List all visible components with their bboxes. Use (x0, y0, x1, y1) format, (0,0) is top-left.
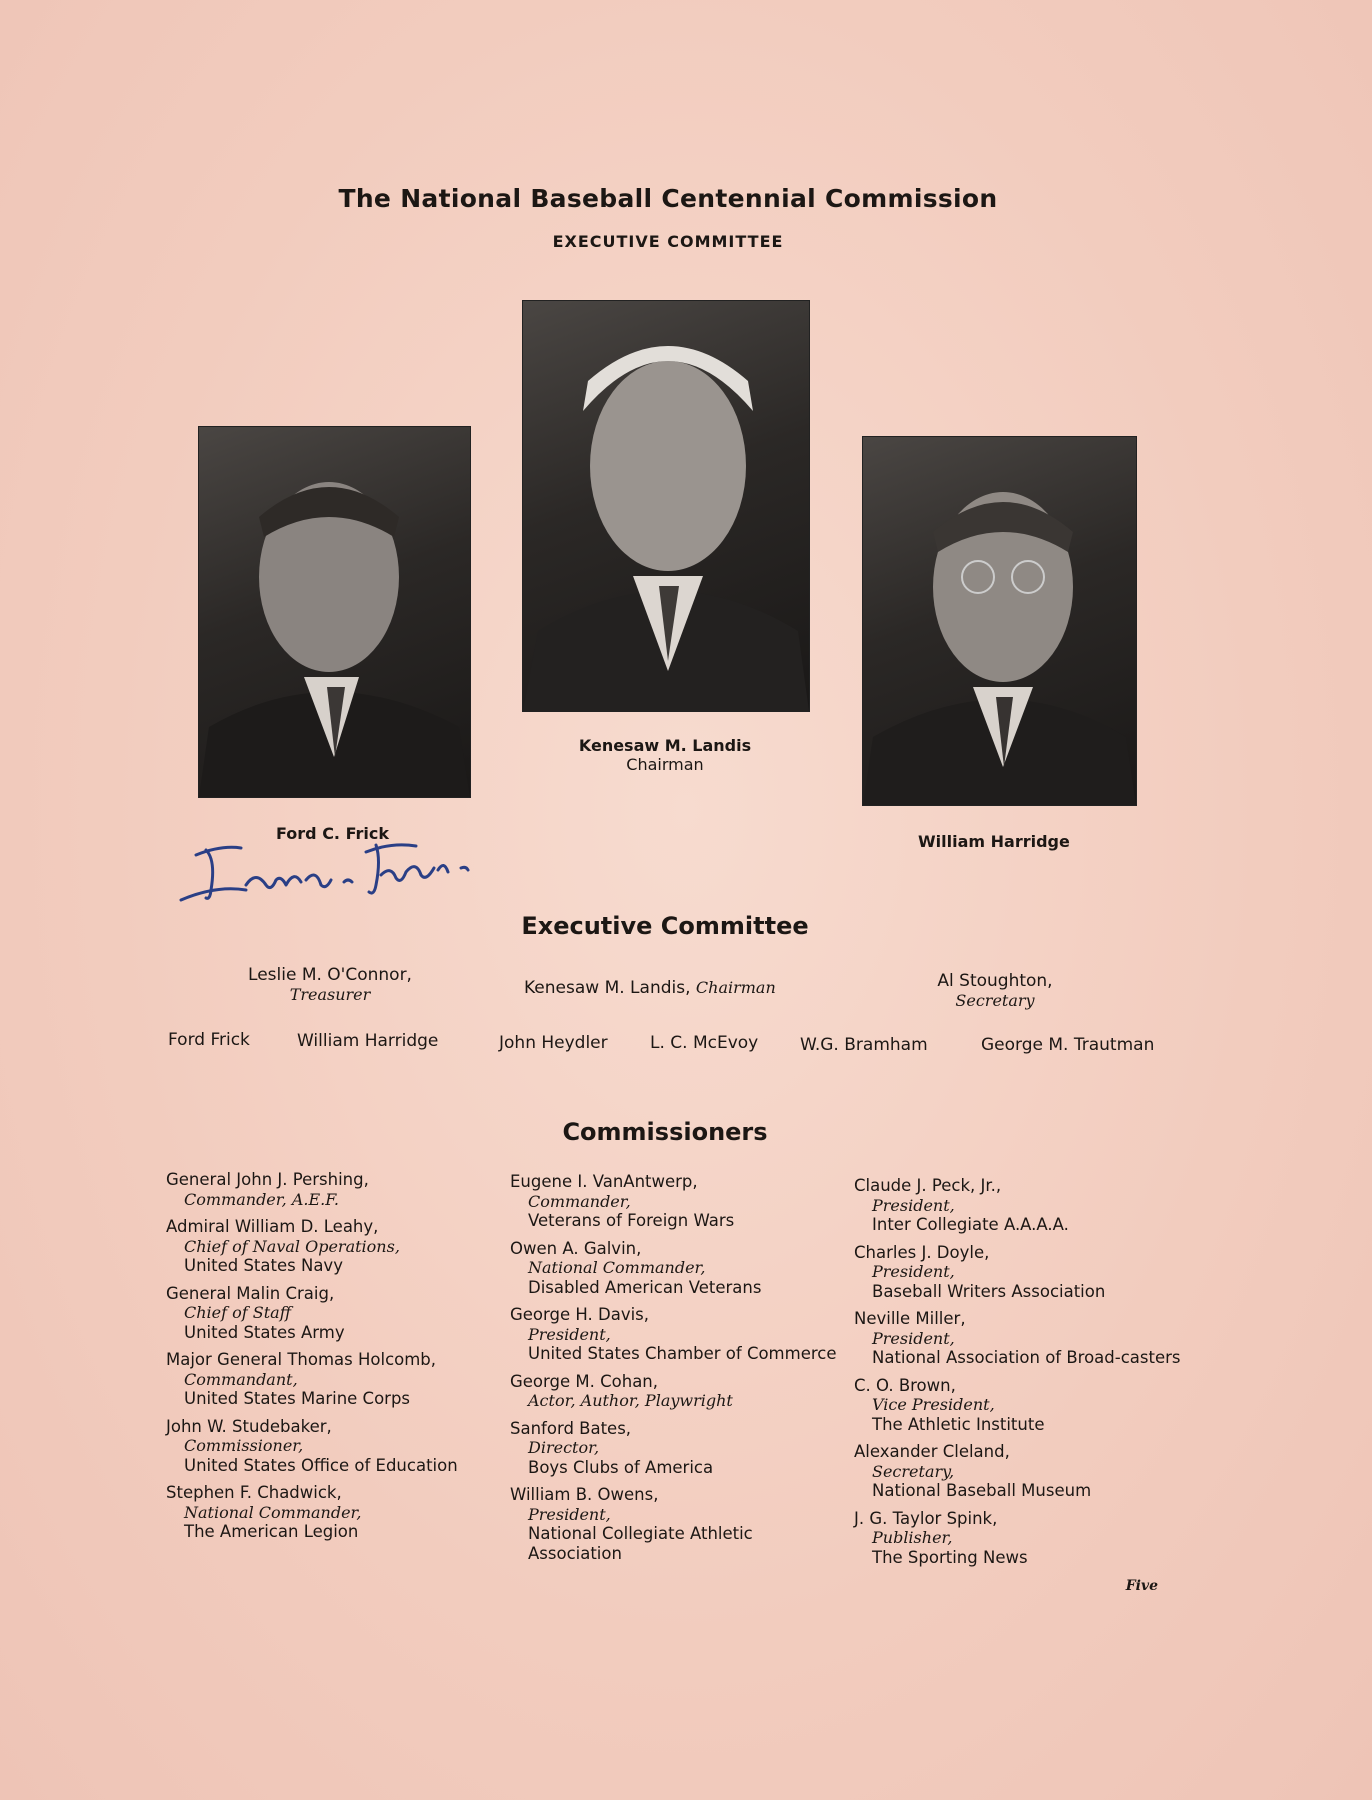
commissioner-entry (510, 1305, 840, 1364)
commissioner-name: Eugene I. VanAntwerp, (510, 1172, 698, 1191)
commissioner-name: Claude J. Peck, Jr., (854, 1176, 1002, 1195)
commissioner-entry (166, 1417, 496, 1476)
commissioner-org: Disabled American Veterans (528, 1277, 762, 1297)
commissioner-entry (166, 1350, 496, 1409)
portrait-left-photo (198, 426, 471, 798)
commissioner-name: George H. Davis, (510, 1305, 650, 1324)
commissioner-entry (854, 1309, 1184, 1368)
officer-role: Chairman (695, 978, 776, 997)
officer-role: Secretary (955, 991, 1035, 1010)
commissioner-role: Secretary, (872, 1461, 955, 1481)
member-2: William Harridge (297, 1031, 439, 1051)
commissioner-entry (510, 1419, 840, 1478)
commissioner-role: Commandant, (184, 1369, 298, 1389)
officer-name: Leslie M. O'Connor, (248, 965, 412, 985)
commissioner-role: National Commander, (184, 1502, 362, 1522)
page-number: Five (1125, 1578, 1158, 1594)
commissioner-org: United States Navy (184, 1256, 343, 1275)
commissioner-org: Baseball Writers Association (872, 1281, 1106, 1301)
commissioner-org: United States Office of Education (184, 1455, 458, 1475)
member-4: L. C. McEvoy (650, 1033, 759, 1053)
commissioners-heading: Commissioners (562, 1118, 768, 1146)
portrait-left-caption: Ford C. Frick (276, 824, 389, 843)
commissioner-entry (166, 1284, 496, 1343)
commissioner-org: The Athletic Institute (872, 1414, 1045, 1434)
commissioner-role: Actor, Author, Playwright (528, 1391, 733, 1410)
commissioner-role: President, (528, 1324, 611, 1344)
commissioner-role: President, (872, 1195, 955, 1215)
portrait-center-photo (522, 300, 810, 712)
commissioner-entry (854, 1509, 1184, 1568)
commissioner-role: Chief of Naval Operations, (184, 1236, 400, 1256)
commissioner-role: Commander, (528, 1191, 631, 1211)
commissioner-entry (854, 1442, 1184, 1501)
commissioner-name: General John J. Pershing, (166, 1170, 369, 1189)
commissioner-name: William B. Owens, (510, 1485, 659, 1504)
commissioner-role: Vice President, (872, 1395, 995, 1414)
commissioner-role: Chief of Staff (184, 1303, 292, 1322)
commissioner-name: General Malin Craig, (166, 1283, 335, 1303)
commissioners-column-1 (166, 1170, 496, 1550)
commissioner-name: Charles J. Doyle, (854, 1242, 990, 1262)
commissioner-org: United States Marine Corps (184, 1389, 411, 1408)
commissioner-name: Alexander Cleland, (854, 1442, 1010, 1461)
portrait-center-title: Chairman (626, 755, 704, 774)
commissioner-entry (166, 1483, 496, 1542)
commissioner-org: National Collegiate Athletic Association (528, 1524, 753, 1563)
commissioner-org: The American Legion (184, 1522, 359, 1541)
portrait-center-name: Kenesaw M. Landis (578, 736, 752, 755)
commissioner-entry (854, 1376, 1184, 1435)
commissioner-org: Inter Collegiate A.A.A.A. (872, 1215, 1069, 1234)
commissioner-name: Owen A. Galvin, (510, 1238, 642, 1258)
commissioner-org: National Baseball Museum (872, 1481, 1092, 1500)
commissioner-entry (510, 1372, 840, 1411)
commissioner-org: National Association of Broad-casters (872, 1348, 1181, 1367)
commissioner-role: Commissioner, (184, 1436, 304, 1455)
commissioner-role: Commander, A.E.F. (184, 1189, 339, 1209)
officer-treasurer (220, 966, 440, 1005)
commissioner-name: Neville Miller, (854, 1309, 966, 1328)
commissioner-entry (510, 1485, 840, 1563)
commissioner-entry (510, 1239, 840, 1298)
commissioner-role: Publisher, (872, 1528, 953, 1547)
commissioner-org: United States Chamber of Commerce (528, 1344, 837, 1363)
commissioners-column-2 (510, 1172, 840, 1571)
commissioner-name: George M. Cohan, (510, 1371, 659, 1391)
officer-role: Treasurer (289, 985, 371, 1004)
commissioner-org: Veterans of Foreign Wars (528, 1211, 735, 1230)
commissioner-role: President, (872, 1262, 955, 1281)
member-6: George M. Trautman (981, 1035, 1155, 1055)
commissioner-name: Sanford Bates, (510, 1418, 632, 1438)
commissioner-name: Major General Thomas Holcomb, (166, 1350, 437, 1369)
commissioner-org: United States Army (184, 1322, 345, 1342)
portrait-right-photo (862, 436, 1137, 806)
member-3: John Heydler (499, 1033, 608, 1053)
commissioner-entry (166, 1217, 496, 1276)
officer-chairman (524, 978, 776, 998)
commissioner-name: J. G. Taylor Spink, (854, 1508, 998, 1528)
commissioners-column-3 (854, 1176, 1184, 1575)
officer-name: Kenesaw M. Landis, (524, 978, 691, 998)
portrait-center-caption (522, 736, 808, 774)
commissioner-role: Director, (528, 1438, 600, 1457)
commissioner-entry (166, 1170, 496, 1209)
member-1: Ford Frick (168, 1030, 250, 1050)
commissioner-name: C. O. Brown, (854, 1375, 956, 1395)
officer-name: Al Stoughton, (937, 971, 1053, 991)
executive-committee-heading: Executive Committee (521, 912, 809, 940)
commissioner-name: John W. Studebaker, (166, 1416, 332, 1436)
member-5: W.G. Bramham (800, 1035, 928, 1055)
commissioner-name: Stephen F. Chadwick, (166, 1483, 342, 1502)
commissioner-org: The Sporting News (872, 1547, 1028, 1567)
commissioner-role: President, (872, 1328, 955, 1348)
portrait-right-caption: William Harridge (918, 832, 1070, 851)
commissioner-entry (854, 1176, 1184, 1235)
commissioner-entry (854, 1243, 1184, 1302)
officer-secretary (890, 972, 1100, 1011)
commissioner-role: National Commander, (528, 1258, 706, 1277)
page-title: The National Baseball Centennial Commission (338, 184, 998, 213)
commissioner-entry (510, 1172, 840, 1231)
signature (176, 830, 486, 910)
commissioner-role: President, (528, 1504, 611, 1524)
page-subtitle: EXECUTIVE COMMITTEE (552, 232, 784, 251)
commissioner-org: Boys Clubs of America (528, 1457, 714, 1477)
commissioner-name: Admiral William D. Leahy, (166, 1217, 379, 1236)
